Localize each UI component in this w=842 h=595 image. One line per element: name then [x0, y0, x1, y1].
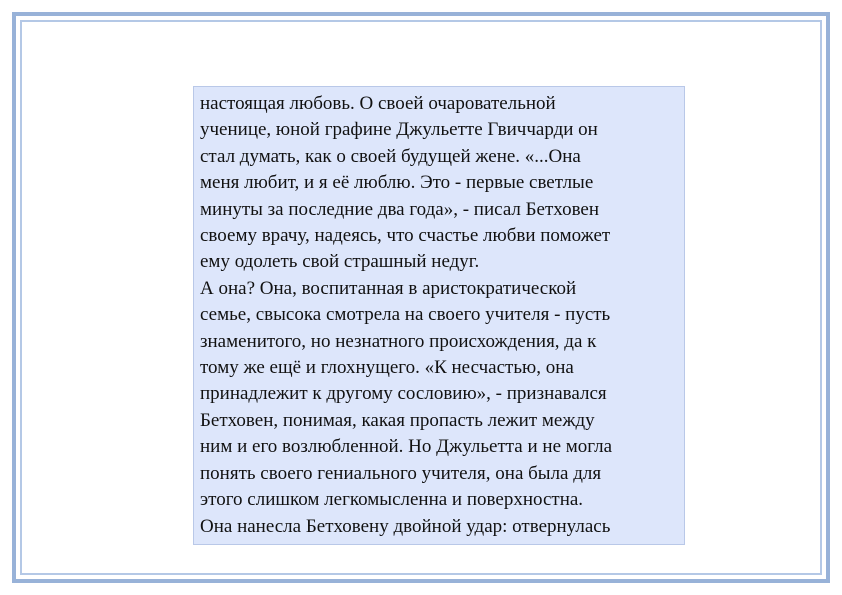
text-line: минуты за последние два года», - писал Бетховен: [200, 198, 600, 220]
text-line: А она? Она, воспитанная в аристократической: [200, 277, 577, 299]
text-line: стал думать, как о своей будущей жене. «...Она: [200, 145, 581, 167]
text-line: настоящая любовь. О своей очаровательной: [200, 93, 556, 114]
text-line: Бетховен, понимая, какая пропасть лежит между: [200, 409, 595, 431]
text-line: принадлежит к другому сословию», - признавался: [200, 383, 607, 405]
text-line: понять своего гениального учителя, она была для: [200, 462, 602, 484]
text-line: меня любит, и я её люблю. Это - первые светлые: [200, 172, 594, 194]
text-box: [193, 86, 685, 545]
text-line: своему врачу, надеясь, что счастье любви поможет: [200, 225, 611, 247]
text-line: ему одолеть свой страшный недуг.: [200, 251, 480, 273]
text-line: Она нанесла Бетховену двойной удар: отвернулась: [200, 515, 611, 537]
text-line: знаменитого, но незнатного происхождения, да к: [200, 330, 597, 352]
text-line: тому же ещё и глохнущего. «К несчастью, она: [200, 357, 574, 379]
text-line: ним и его возлюбленной. Но Джульетта и не могла: [200, 436, 613, 458]
text-line: семье, свысока смотрела на своего учителя - пусть: [200, 304, 611, 326]
text-line: этого слишком легкомысленна и поверхностна.: [200, 489, 584, 511]
text-line: ученице, юной графине Джульетте Гвиччарди он: [200, 119, 598, 141]
